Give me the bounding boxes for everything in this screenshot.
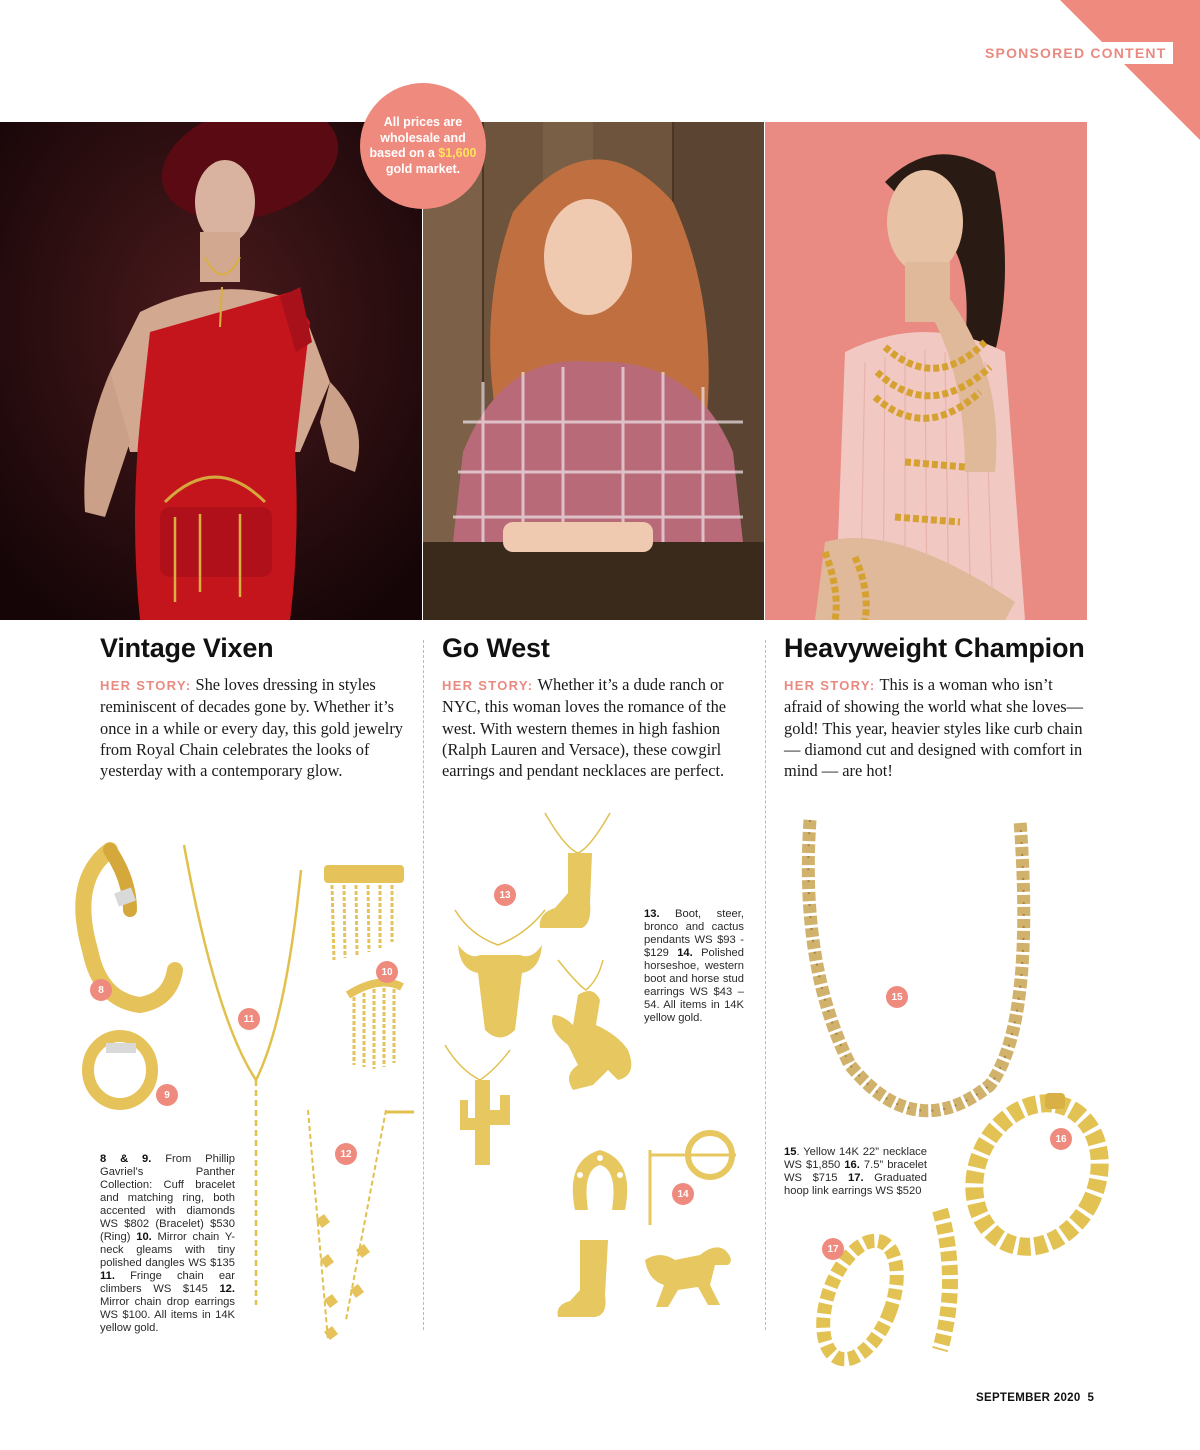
steer-pendant-image (450, 905, 550, 1045)
item-number-badge: 9 (156, 1084, 178, 1106)
item-number-badge: 15 (886, 986, 908, 1008)
curb-chain-bracelet-image (965, 1085, 1110, 1260)
item-number-badge: 16 (1050, 1128, 1072, 1150)
corner-accent-triangle (1060, 0, 1200, 140)
her-story-label: HER STORY: (784, 678, 876, 693)
column-divider (765, 640, 766, 1330)
item-number-badge: 10 (376, 961, 398, 983)
caption-go-west: 13. Boot, steer, bronco and cactus pendants WS $93 - $129 14. Polished horseshoe, western boot and horse stud earrings WS $43 – 54. All items in 14K yellow gold. (644, 908, 744, 1024)
sponsored-content-label: SPONSORED CONTENT (978, 42, 1173, 64)
boot-and-horse-stud-earrings-image (550, 1235, 750, 1325)
price-note-badge: All prices are wholesale and based on a $1,600 gold market. (360, 83, 486, 209)
her-story-label: HER STORY: (442, 678, 534, 693)
woman-pink-background-photo (765, 122, 1087, 620)
fringe-ear-climber-image (312, 860, 412, 970)
panther-cuff-bracelet-image (70, 840, 190, 1020)
issue-date: SEPTEMBER 2020 (976, 1392, 1081, 1404)
story-go-west: HER STORY: Whether it’s a dude ranch or NYC, this woman loves the romance of the west. With western themes in high fashion (Ralph Lauren and Versace), these cowgirl earrings and pendant necklaces are perfect. (442, 675, 727, 781)
her-story-label: HER STORY: (100, 678, 192, 693)
column-title-vintage-vixen: Vintage Vixen (100, 633, 274, 663)
woman-plaid-shirt-photo (423, 122, 764, 620)
woman-red-dress-photo (0, 122, 422, 620)
item-number-badge: 14 (672, 1183, 694, 1205)
graduated-hoop-earrings-image (810, 1200, 960, 1370)
item-number-badge: 8 (90, 979, 112, 1001)
item-number-badge: 12 (335, 1143, 357, 1165)
fringe-ear-climber-side-image (340, 975, 410, 1075)
page-folio (976, 1392, 1094, 1404)
page-number: 5 (1087, 1392, 1095, 1404)
item-number-badge: 11 (238, 1008, 260, 1030)
caption-heavyweight-champion: 15. Yellow 14K 22” necklace WS $1,850 16. 7.5” bracelet WS $715 17. Graduated hoop link earrings WS $520 (784, 1146, 927, 1197)
column-title-heavyweight-champion: Heavyweight Champion (784, 633, 1085, 663)
horseshoe-stud-earrings-image (560, 1130, 750, 1240)
story-vintage-vixen: HER STORY: She loves dressing in styles reminiscent of decades gone by. Whether it’s once in a while or every day, this gold jewelry from Royal Chain celebrates the looks of yesterday with a contemporary glow. (100, 675, 403, 781)
gold-price-highlight: $1,600 (438, 146, 477, 160)
item-number-badge: 13 (494, 884, 516, 906)
item-number-badge: 17 (822, 1238, 844, 1260)
cactus-pendant-image (440, 1040, 540, 1170)
mirror-chain-drop-earrings-image (296, 1100, 426, 1350)
caption-vintage-vixen: 8 & 9. From Phillip Gavriel’s Panther Collection: Cuff bracelet and matching ring, both accented with diamonds WS $802 (Bracelet) $530 (Ring) 10. Mirror chain Y-neck gleams with tiny polished dangles WS $135 11. Fringe chain ear climbers WS $145 12. Mirror chain drop earrings WS $100. All items in 14K yellow gold. (100, 1153, 235, 1334)
story-heavyweight-champion: HER STORY: This is a woman who isn’t afraid of showing the world what she loves—gold! This year, heavier styles like curb chain — diamond cut and designed with comfort in mind — are hot! (784, 675, 1084, 781)
bronco-pendant-image (538, 955, 638, 1100)
column-title-go-west: Go West (442, 633, 550, 663)
